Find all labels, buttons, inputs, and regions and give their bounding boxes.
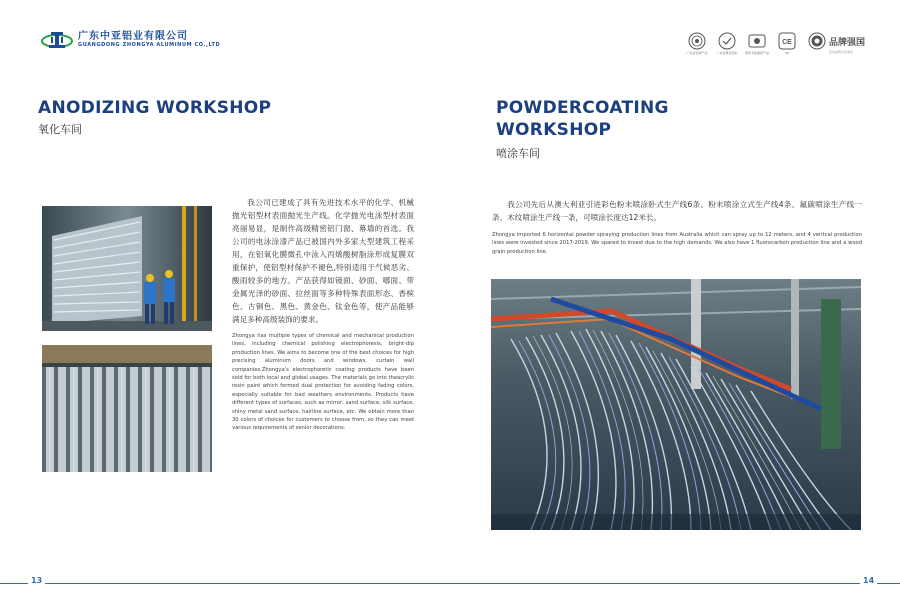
powdercoating-title-line2: WORKSHOP [496, 120, 612, 140]
page-number-right: 14 [860, 576, 877, 585]
certification-icons [686, 32, 865, 55]
anodizing-title: ANODIZING WORKSHOP [38, 98, 272, 118]
cert-4-caption: CE [784, 51, 789, 55]
cert-1-caption: 广东省名牌产品 [686, 51, 708, 55]
company-logo [40, 30, 220, 50]
zhongya-logo-icon [40, 30, 74, 50]
powdercoating-photo [491, 279, 861, 530]
cert-3-caption: 建筑节能推荐产品 [744, 51, 769, 55]
anodizing-photo-racks [42, 345, 212, 472]
footer-line-left [0, 583, 450, 584]
anodizing-title-cn: 氧化车间 [38, 123, 82, 136]
quality-badge-icon [688, 32, 706, 50]
quality-seal-icon [718, 32, 736, 50]
page-number-left: 13 [28, 576, 45, 585]
svg-text:CE: CE [782, 39, 792, 46]
cert-2 [716, 32, 738, 55]
powdercoating-body-en: Zhongya imported 6 horizontal powder spraying production lines from Australia which can spray up to 12 meters, and 4 veritcal production lines were invested since 2017-2019. We spared to invest due to the high demands. We also have 1 fluorocarbon production line and a wood grain production line. [492, 232, 862, 255]
footer-line-right [450, 583, 900, 584]
certified-product-icon [808, 32, 826, 50]
brand-badge [808, 32, 865, 54]
anodizing-body-cn: 我公司已建成了具有先进技术水平的化学、机械抛光铝型材表面抛光生产线。化学抛光电泳型材表面亮丽易显，是制作高级精密铝门窗、幕墙的首选。我公司的电泳涂漆产品已被国内外多家大型建筑工程采用，在铝氧化膜微孔中泳入丙烯酸树脂涂形成复膜双重保护，使铝型材保护不褪色,特别适用于气候恶劣、酸雨较多的地方。产品获得如镜面、砂面、哪面、带金属光泽的砂面、拉丝面等多种特殊表面形态、香槟色、古铜色、黑色、黄金色、钛金色等，使产品能够满足多种高级装饰的要求。 [232, 198, 414, 324]
company-name-en: GUANGDONG ZHONGYA ALUMINUM CO.,LTD [78, 42, 221, 48]
cert-1 [686, 32, 708, 55]
brand-title: 品牌强国 [828, 37, 865, 48]
cert-2-caption: 广东省著名商标 [716, 51, 738, 55]
anodizing-body-en: Zhongya has multiple types of chemical and mechanical production lines, including chemical polishing electrophoresis, bright-dip production lines. We aims to become one of the best choices for high precising aluminum doors and windows, curtain wall companies.Zhongya's electrophoretic coating products have been sold for both local and global usages. The materials go into theacrylic resin paint which formed dual protection for avoiding fading colors, especially suitable for bad weathers environments. Products have different types of surfaces, such as mirror, sand surface, silk surface, shiny metal sand surface, hairline surface, etc. We obtain more than 30 colors of choices for customers to choose from, so they can meet various requirements of senior decorations. [232, 333, 414, 432]
company-name-cn: 广东中亚铝业有限公司 [78, 31, 188, 42]
ce-mark-icon [778, 32, 796, 50]
cert-4 [776, 32, 798, 55]
anodizing-photo-workers [42, 206, 212, 331]
powdercoating-title-cn: 喷涂车间 [496, 147, 540, 160]
powdercoating-title-line1: POWDERCOATING [496, 98, 669, 118]
powdercoating-body-cn: 我公司先后从澳大利亚引进彩色粉末喷涂卧式生产线6条、粉末喷涂立式生产线4条、氟碳喷涂生产线一条、木纹喷涂生产线一条，可喷涂长度达12米长。 [492, 200, 862, 222]
award-medal-icon [748, 32, 766, 50]
right-page [450, 0, 900, 600]
cert-3 [746, 32, 768, 55]
brand-subtitle: 民生品牌示范单位 [828, 50, 853, 54]
